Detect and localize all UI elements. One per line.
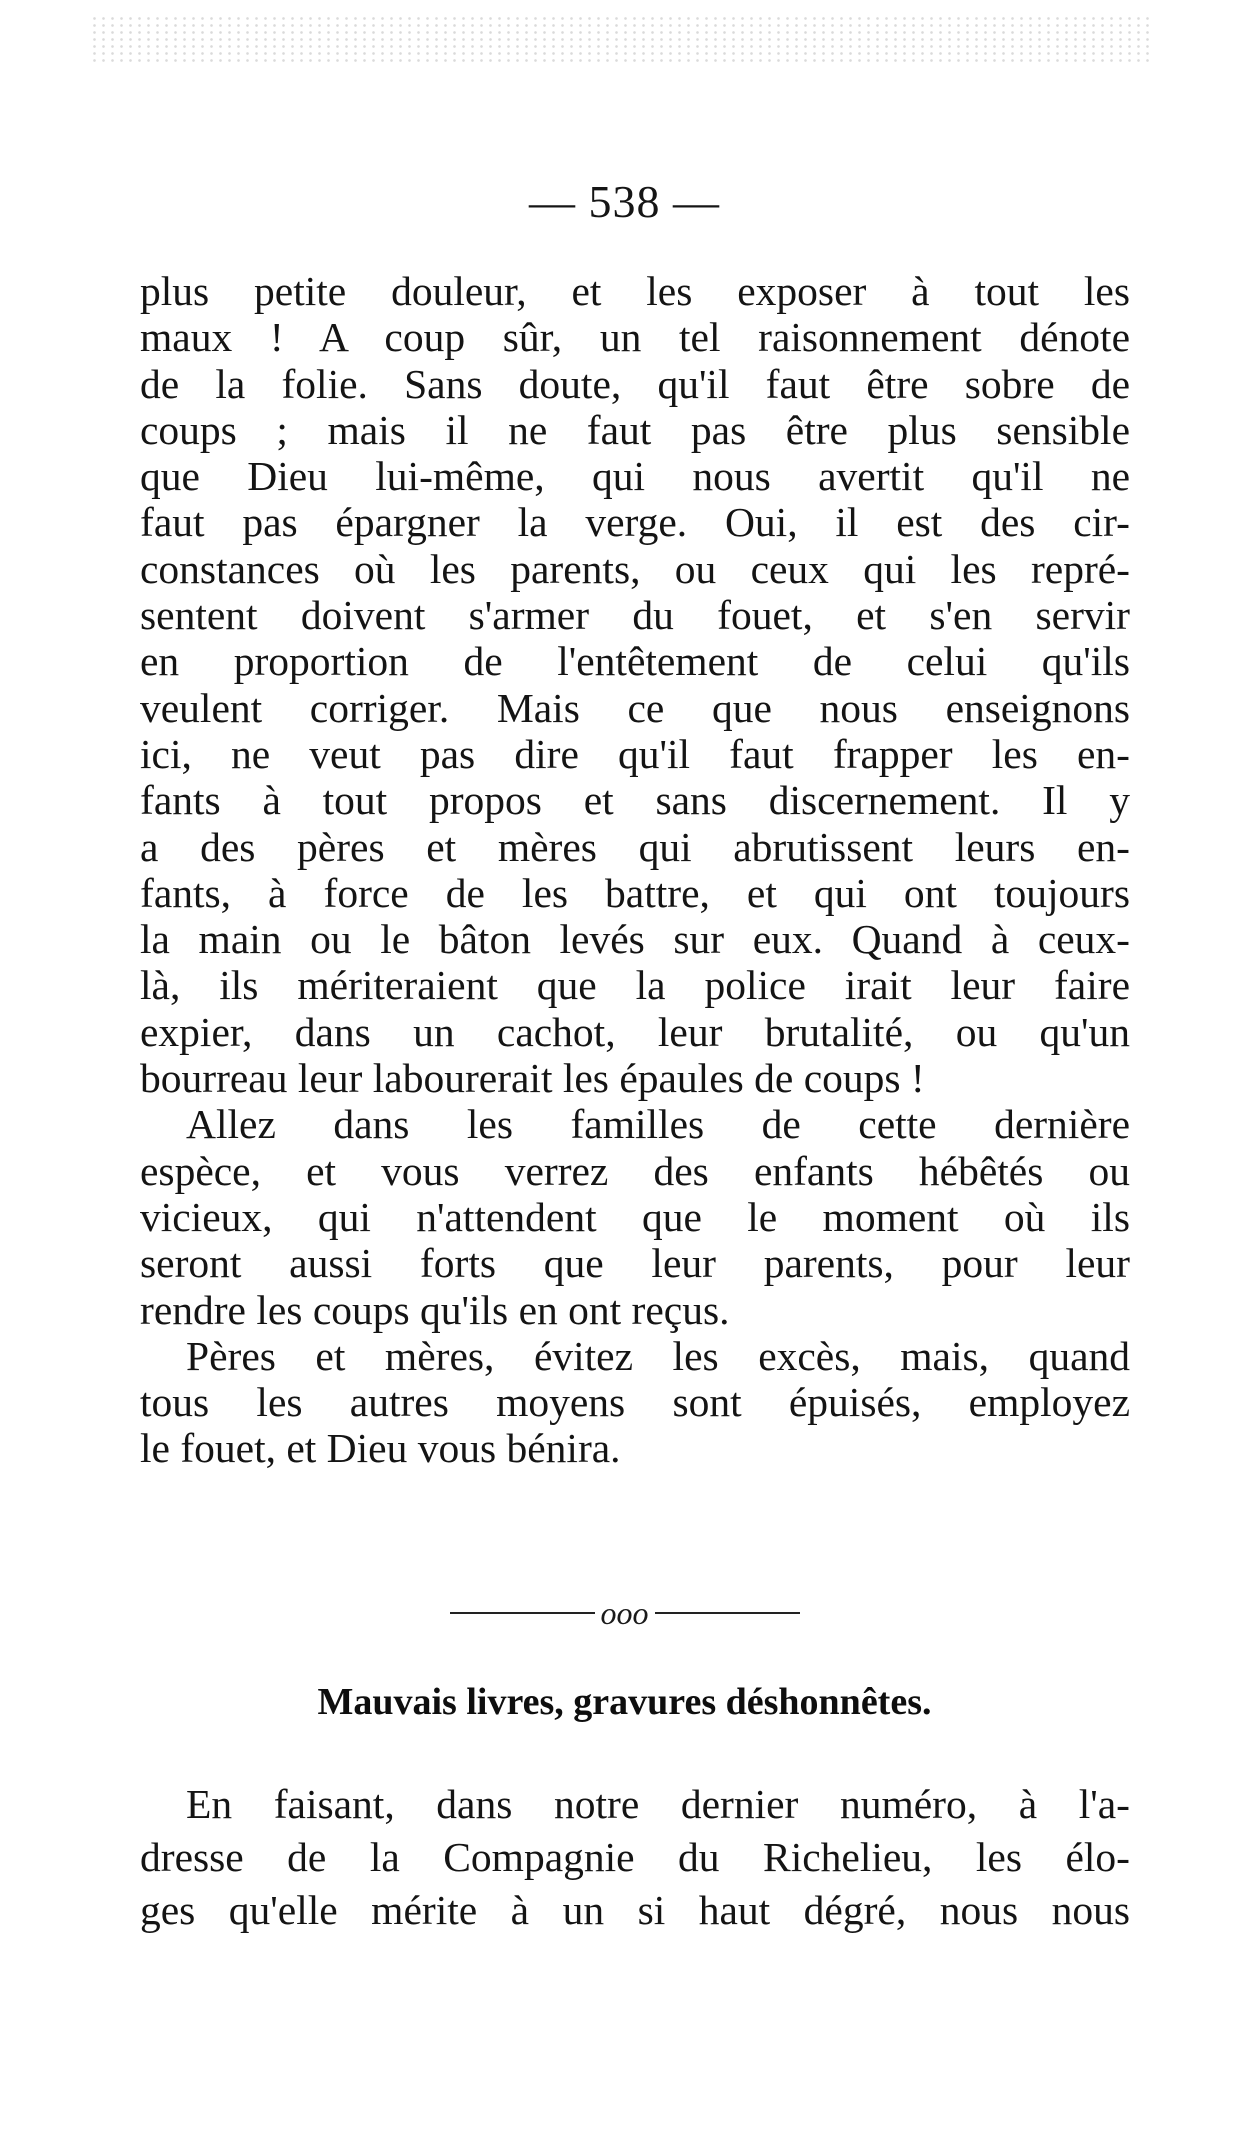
text-line: ges qu'elle mérite à un si haut dégré, nous nous: [140, 1887, 1130, 1933]
text-line: sentent doivent s'armer du fouet, et s'en servir: [140, 592, 1130, 639]
text-line: dresse de la Compagnie du Richelieu, les élo-: [140, 1834, 1130, 1880]
separator-rule-left: [450, 1612, 595, 1614]
text-line: maux ! A coup sûr, un tel raisonnement dénote: [140, 314, 1130, 361]
text-line: a des pères et mères qui abrutissent leurs en-: [140, 823, 1130, 870]
print-speckle-noise: [90, 15, 1150, 65]
text-line: constances où les parents, ou ceux qui les repré-: [140, 545, 1130, 592]
text-line: veulent corriger. Mais ce que nous enseignons: [140, 684, 1130, 731]
text-line: de la folie. Sans doute, qu'il faut être sobre de: [140, 360, 1130, 407]
text-line: plus petite douleur, et les exposer à tout les: [140, 268, 1130, 314]
text-line: vicieux, qui n'attendent que le moment où ils: [140, 1193, 1130, 1240]
text-line: ici, ne veut pas dire qu'il faut frapper les en-: [140, 730, 1130, 777]
text-line: bourreau leur labourerait les épaules de coups !: [140, 1055, 925, 1102]
section-separator: [0, 1597, 1249, 1629]
separator-ornament: ooo: [600, 1595, 649, 1631]
text-line: faut pas épargner la verge. Oui, il est des cir-: [140, 499, 1130, 546]
text-line: en proportion de l'entêtement de celui qu'ils: [140, 638, 1130, 685]
text-line: seront aussi forts que leur parents, pour leur: [140, 1240, 1130, 1287]
text-line: le fouet, et Dieu vous bénira.: [140, 1425, 621, 1472]
text-line: la main ou le bâton levés sur eux. Quand à ceux-: [140, 916, 1130, 963]
text-line: En faisant, dans notre dernier numéro, à l'a-: [186, 1781, 1130, 1827]
text-line: Pères et mères, évitez les excès, mais, quand: [186, 1332, 1130, 1379]
separator-rule-right: [655, 1612, 800, 1614]
text-line: coups ; mais il ne faut pas être plus sensible: [140, 406, 1130, 453]
text-line: espèce, et vous verrez des enfants hébêtés ou: [140, 1147, 1130, 1194]
text-line: fants, à force de les battre, et qui ont toujours: [140, 869, 1130, 916]
text-line: tous les autres moyens sont épuisés, employez: [140, 1379, 1130, 1426]
text-line: là, ils mériteraient que la police irait leur faire: [140, 962, 1130, 1009]
text-line: que Dieu lui-même, qui nous avertit qu'il ne: [140, 453, 1130, 500]
section-paragraph: [140, 1778, 1130, 1937]
text-line: expier, dans un cachot, leur brutalité, ou qu'un: [140, 1008, 1130, 1055]
text-line: rendre les coups qu'ils en ont reçus.: [140, 1286, 730, 1333]
page-number: — 538 —: [529, 176, 720, 227]
main-paragraph: [140, 268, 1130, 1472]
section-heading: Mauvais livres, gravures déshonnêtes.: [317, 1681, 932, 1723]
text-line: fants à tout propos et sans discernement. Il y: [140, 777, 1130, 824]
text-line: Allez dans les familles de cette dernière: [186, 1101, 1130, 1148]
